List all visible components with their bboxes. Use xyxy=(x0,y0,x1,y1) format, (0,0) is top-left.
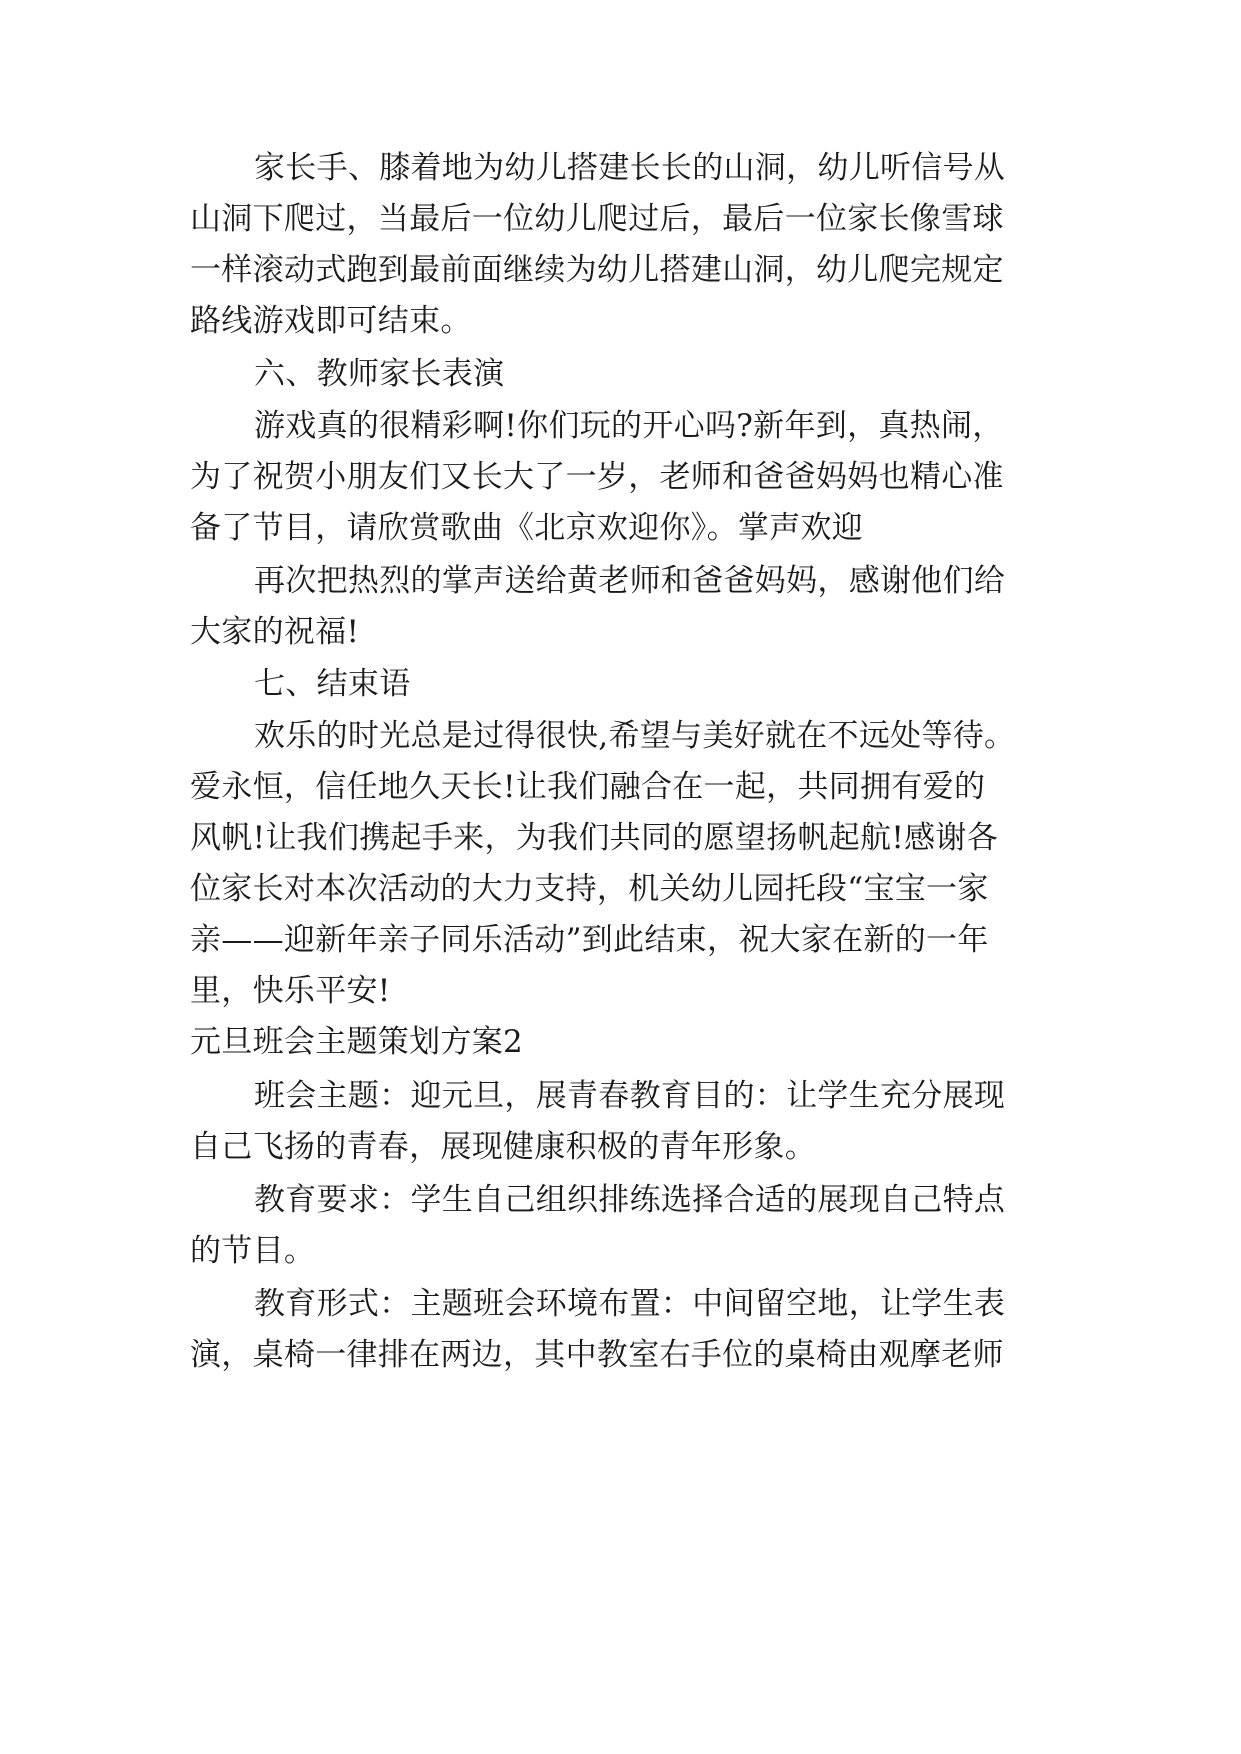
paragraph-line: 大家的祝福! xyxy=(190,614,360,650)
paragraph-line: 亲——迎新年亲子同乐活动”到此结束，祝大家在新的一年 xyxy=(190,922,989,958)
paragraph-line: 位家长对本次活动的大力支持，机关幼儿园托段“宝宝一家 xyxy=(190,871,989,907)
paragraph-line: 一样滚动式跑到最前面继续为幼儿搭建山洞，幼儿爬完规定 xyxy=(190,252,1004,288)
paragraph-line: 演，桌椅一律排在两边，其中教室右手位的桌椅由观摩老师 xyxy=(190,1337,1004,1373)
paragraph-line: 山洞下爬过，当最后一位幼儿爬过后，最后一位家长像雪球 xyxy=(190,201,1004,237)
paragraph-line: 爱永恒，信任地久天长!让我们融合在一起，共同拥有爱的 xyxy=(190,769,986,805)
paragraph-line: 家长手、膝着地为幼儿搭建长长的山洞，幼儿听信号从 xyxy=(254,150,1006,186)
paragraph-line: 游戏真的很精彩啊!你们玩的开心吗?新年到，真热闹， xyxy=(254,408,1004,444)
paragraph-line: 再次把热烈的掌声送给黄老师和爸爸妈妈，感谢他们给 xyxy=(254,563,1006,599)
paragraph-line: 为了祝贺小朋友们又长大了一岁，老师和爸爸妈妈也精心准 xyxy=(190,459,1004,495)
section-heading: 七、结束语 xyxy=(254,666,411,702)
paragraph-line: 班会主题：迎元旦，展青春教育目的：让学生充分展现 xyxy=(254,1078,1006,1114)
paragraph-line: 风帆!让我们携起手来，为我们共同的愿望扬帆起航!感谢各 xyxy=(190,820,999,856)
paragraph-line: 欢乐的时光总是过得很快,希望与美好就在不远处等待。 xyxy=(254,718,1016,754)
section-heading: 六、教师家长表演 xyxy=(254,356,505,392)
paragraph-line: 备了节目，请欣赏歌曲《北京欢迎你》。掌声欢迎 xyxy=(190,510,864,546)
paragraph-line: 教育形式：主题班会环境布置：中间留空地，让学生表 xyxy=(254,1286,1006,1322)
paragraph-line: 路线游戏即可结束。 xyxy=(190,303,472,339)
paragraph-line: 里，快乐平安! xyxy=(190,973,391,1009)
paragraph-line: 自己飞扬的青春，展现健康积极的青年形象。 xyxy=(190,1129,816,1165)
paragraph-line: 教育要求：学生自己组织排练选择合适的展现自己特点 xyxy=(254,1182,1006,1218)
document-title: 元旦班会主题策划方案2 xyxy=(190,1024,524,1060)
paragraph-line: 的节目。 xyxy=(190,1233,316,1269)
